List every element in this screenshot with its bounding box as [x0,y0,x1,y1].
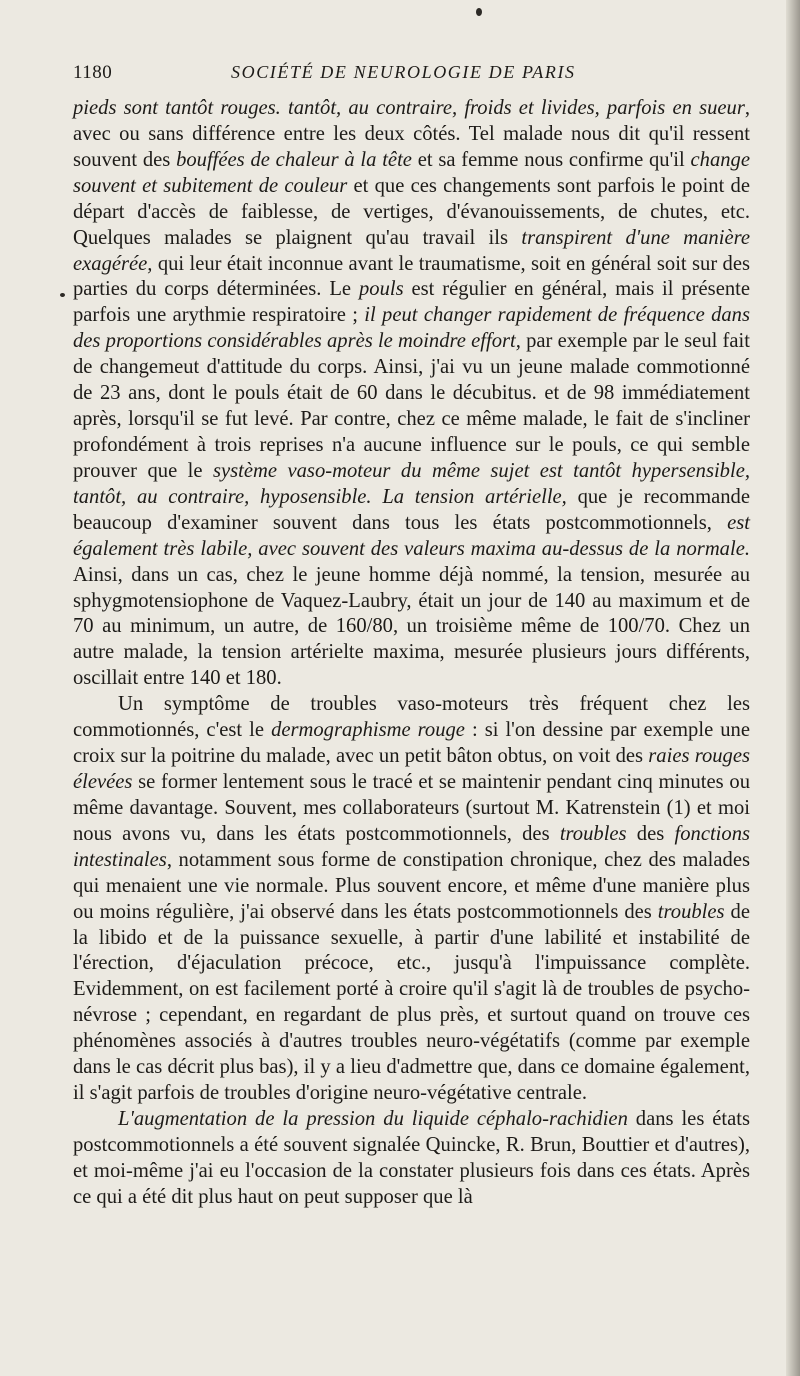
text-run: des [626,822,675,845]
italic-run: raies rouges élevées [73,745,750,793]
page-number: 1180 [73,62,113,83]
italic-run: troubles [559,822,627,845]
running-title: SOCIÉTÉ DE NEUROLOGIE DE PARIS [231,62,576,82]
paragraph [73,692,750,1107]
paragraph [73,96,750,692]
italic-run: pieds sont tantôt rouges. tantôt, au contraire, froids et livides, parfois en sueur [73,97,745,119]
italic-run: est également très labile, avec souvent des valeurs maxima au-dessus de la normale. [73,511,750,560]
italic-run: système vaso-moteur du même sujet est tantôt hypersensible, tantôt, au contraire, hyposensible. La tension artérielle, [73,459,750,508]
running-header [73,62,743,88]
text-run: que je recommande beaucoup d'examiner souvent dans tous les états postcommotionnels, [73,485,750,534]
text-run: se former lentement sous le tracé et se maintenir pendant cinq minutes ou même davantage. Souvent, mes collaborateurs (surtout M. Katrenstein (1) et moi nous avons vu, dans les états postcommotionnels, des [73,770,750,845]
italic-run: il peut changer rapidement de fréquence dans des proportions considérables après le moindre effort, [73,304,750,353]
italic-run: troubles [657,900,725,923]
text-run: Un symptôme de troubles vaso-moteurs très fréquent chez les commotionnés, c'est le [73,693,750,742]
margin-ink-dot [60,293,65,297]
italic-run: transpirent d'une manière exagérée, [73,226,750,275]
text-run: , notamment sous forme de constipation chronique, chez des malades qui menaient une vie normale. Plus souvent encore, et même d'une manière plus ou moins régulière, j'ai observé dans les états postcommotionnels des [73,848,750,923]
text-run: de la libido et de la puissance sexuelle, à partir d'une labilité et instabilité de l'érection, d'éjaculation précoce, etc., jusqu'à l'impuissance complète. Evidemment, on est facilement porté à croire qu'il s'agit là de troubles de psycho-névrose ; cependant, en regardant de plus près, et surtout quand on trouve ces phénomènes associés à d'autres troubles neuro-végétatifs (comme par exemple dans le cas décrit plus bas), il y a lieu d'admettre que, dans ce domaine également, il s'agit parfois de troubles d'origine neuro-végétative centrale. [73,900,750,1105]
italic-run: fonctions intestinales [73,822,751,871]
text-run: et sa femme nous confirme qu'il [411,148,691,171]
italic-run: change souvent et subitement de couleur [73,148,750,197]
text-run: Ainsi, dans un cas, chez le jeune homme déjà nommé, la tension, mesurée au sphygmotensiophone de Vaquez-Laubry, était un jour de 140 au maximum et de 70 au minimum, un autre, de 160/80, un troisième même de 100/70. Chez un autre malade, la tension artérielte maxima, mesurée plusieurs jours différents, oscillait entre 140 et 180. [73,563,750,690]
italic-run: dermographisme rouge [271,719,465,742]
text-run: et que ces changements sont parfois le point de départ d'accès de faiblesse, de vertiges, d'évanouissements, de chutes, etc. Quelques malades se plaignent qu'au travail ils [73,174,750,249]
text-run: par exemple par le seul fait de changemeut d'attitude du corps. Ainsi, j'ai vu un jeune malade commotionné de 23 ans, dont le pouls était de 60 dans le décubitus. et de 98 immédiatement après, lorsqu'il se fut levé. Par contre, chez ce même malade, le fait de s'incliner profondément à trois reprises n'a aucune influence sur le pouls, ce qui semble prouver que le [73,330,750,482]
italic-run: pouls [358,278,404,301]
paragraph [73,1107,750,1211]
italic-run: bouffées de chaleur à la tête [176,148,412,171]
text-run: dans les états postcommotionnels a été souvent signalée Quincke, R. Brun, Bouttier et d'autres), et moi-même j'ai eu l'occasion de la constater plusieurs fois dans ces états. Après ce qui a été dit plus haut on peut supposer que là [73,1107,750,1208]
body-text [73,96,750,1211]
text-run: , avec ou sans différence entre les deux côtés. Tel malade nous dit qu'il ressent souvent des [73,97,750,171]
page-edge-shadow [786,0,800,1376]
text-run: : si l'on dessine par exemple une croix sur la poitrine du malade, avec un petit bâton obtus, on voit des [73,719,750,768]
text-run: qui leur était inconnue avant le traumatisme, soit en général soit sur des parties du corps déterminées. Le [73,252,750,301]
italic-run: L'augmentation de la pression du liquide céphalo-rachidien [118,1107,628,1130]
ink-speck [476,8,482,16]
text-run: est régulier en général, mais il présente parfois une arythmie respiratoire ; [73,278,750,327]
